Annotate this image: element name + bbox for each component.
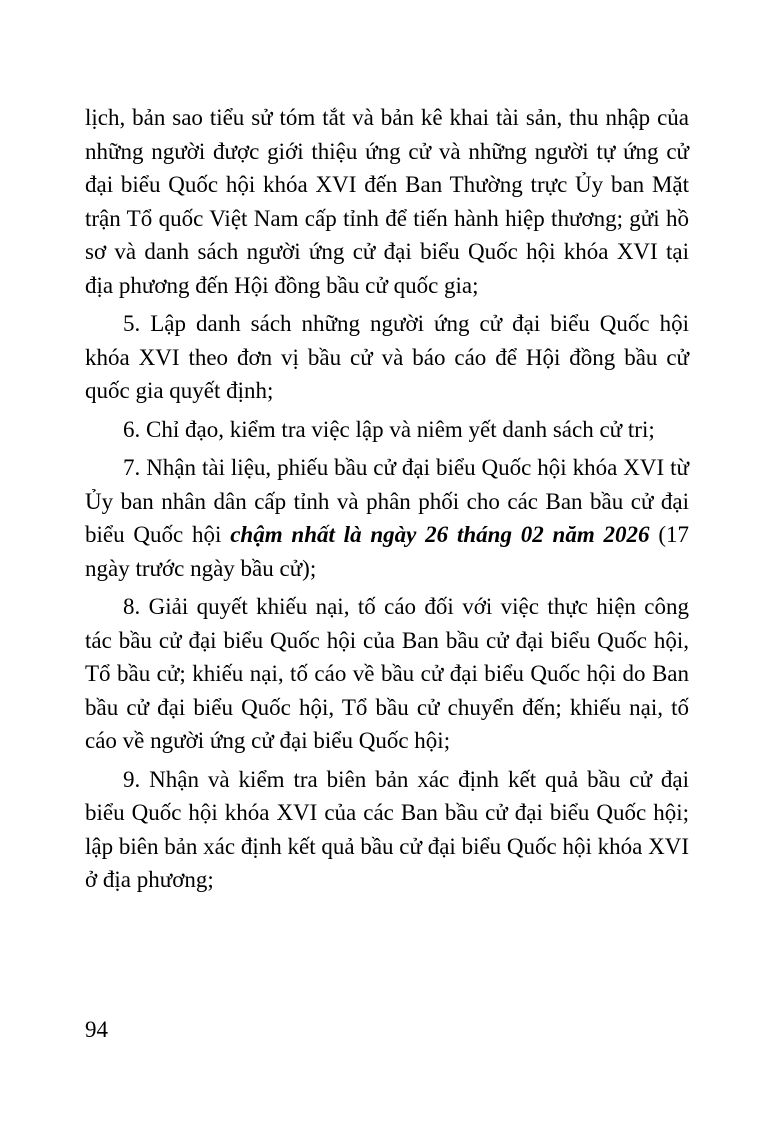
paragraph-continuation: lịch, bản sao tiểu sử tóm tắt và bản kê khai tài sản, thu nhập của những người được giới thiệu ứng cử và những người tự ứng cử đại biểu Quốc hội khóa XVI đến Ban Thường trực Ủy ban Mặt trận Tổ quốc Việt Nam cấp tỉnh để tiến hành hiệp thương; gửi hồ sơ và danh sách người ứng cử đại biểu Quốc hội khóa XVI tại địa phương đến Hội đồng bầu cử quốc gia;: [85, 105, 689, 298]
paragraph-item-8: 8. Giải quyết khiếu nại, tố cáo đối với việc thực hiện công tác bầu cử đại biểu Quốc hội của Ban bầu cử đại biểu Quốc hội, Tổ bầu cử; khiếu nại, tố cáo về bầu cử đại biểu Quốc hội do Ban bầu cử đại biểu Quốc hội, Tổ bầu cử chuyển đến; khiếu nại, tố cáo về người ứng cử đại biểu Quốc hội;: [85, 594, 689, 753]
page-text-block: [85, 101, 689, 902]
page-number: 94: [85, 1017, 108, 1042]
paragraph-item-5: 5. Lập danh sách những người ứng cử đại biểu Quốc hội khóa XVI theo đơn vị bầu cử và báo cáo để Hội đồng bầu cử quốc gia quyết định;: [85, 311, 689, 403]
paragraph-item-7: [85, 451, 689, 585]
item-7-deadline-emphasis: chậm nhất là ngày 26 tháng 02 năm 2026: [230, 522, 650, 547]
paragraph-item-9: 9. Nhận và kiểm tra biên bản xác định kết quả bầu cử đại biểu Quốc hội khóa XVI của các Ban bầu cử đại biểu Quốc hội; lập biên bản xác định kết quả bầu cử đại biểu Quốc hội khóa XVI ở địa phương;: [85, 766, 689, 892]
item-7-text-before-deadline: 7. Nhận tài liệu, phiếu bầu cử đại biểu Quốc hội khóa XVI từ Ủy ban nhân dân cấp tỉnh và phân phối cho các Ban bầu cử đại biểu Quốc hội: [85, 455, 689, 547]
paragraph-item-6: 6. Chỉ đạo, kiểm tra việc lập và niêm yết danh sách cử tri;: [123, 416, 655, 442]
item-7-text-after-deadline: (17 ngày trước ngày bầu cử);: [85, 522, 689, 581]
